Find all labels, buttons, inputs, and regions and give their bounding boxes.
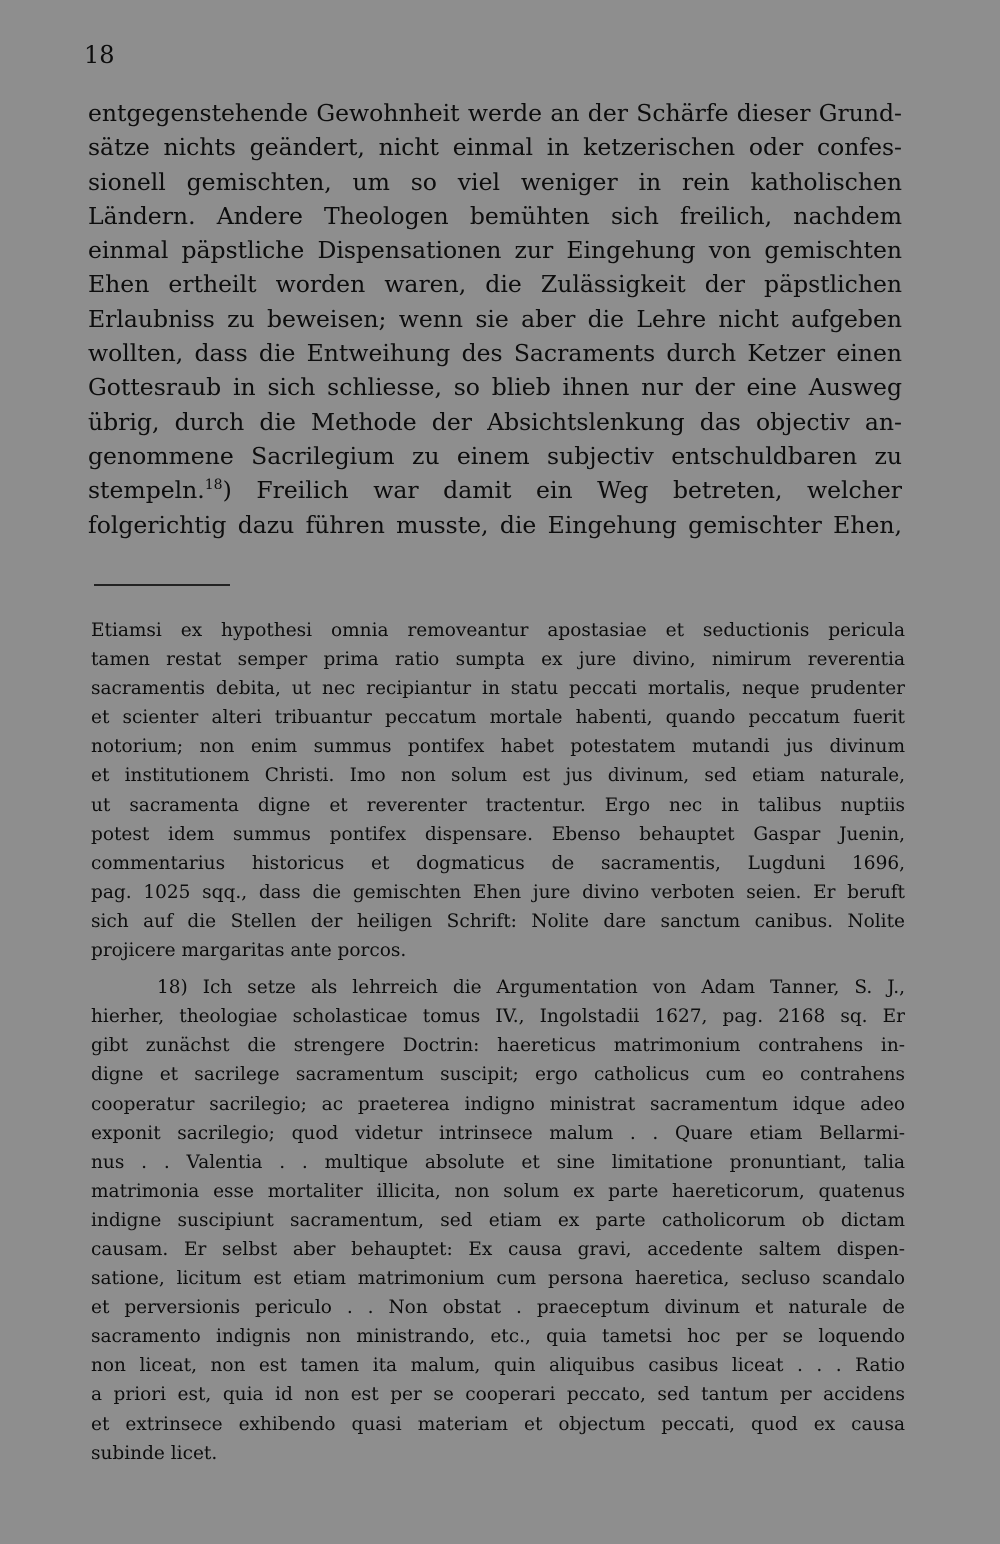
text-line: Gottesraub in sich schliesse, so blieb ihnen nur der eine Ausweg — [88, 373, 902, 402]
footnote-separator — [94, 584, 230, 586]
text-line: Ehen ertheilt worden waren, die Zulässigkeit der päpstlichen — [88, 270, 902, 299]
footnote-line: digne et sacrilege sacramentum suscipit; ergo catholicus cum eo contrahens — [91, 1064, 905, 1086]
footnote-line: notorium; non enim summus pontifex habet potestatem mutandi jus divinum — [91, 736, 905, 758]
text-fragment: ) Freilich war damit ein Weg betreten, welcher — [222, 476, 902, 505]
footnote-line: cooperatur sacrilegio; ac praeterea indigno ministrat sacramentum idque adeo — [91, 1093, 905, 1115]
text-line: genommene Sacrilegium zu einem subjectiv entschuldbaren zu — [88, 441, 902, 470]
footnote-line: non liceat, non est tamen ita malum, quin aliquibus casibus liceat . . . Ratio — [91, 1355, 905, 1377]
text-line: Ländern. Andere Theologen bemühten sich freilich, nachdem — [88, 201, 902, 230]
footnote-line: hierher, theologiae scholasticae tomus IV., Ingolstadii 1627, pag. 2168 sq. Er — [91, 1006, 905, 1028]
footnote-line: matrimonia esse mortaliter illicita, non solum ex parte haereticorum, quatenus — [91, 1180, 905, 1202]
text-line: wollten, dass die Entweihung des Sacraments durch Ketzer einen — [88, 339, 902, 368]
footnote-line: et extrinsece exhibendo quasi materiam et objectum peccati, quod ex causa — [91, 1413, 905, 1435]
footnote-line: et scienter alteri tribuantur peccatum mortale habenti, quando peccatum fuerit — [91, 707, 905, 729]
footnote-line: sich auf die Stellen der heiligen Schrift: Nolite dare sanctum canibus. Nolite — [91, 910, 905, 932]
text-line: einmal päpstliche Dispensationen zur Eingehung von gemischten — [88, 236, 902, 265]
text-line: entgegenstehende Gewohnheit werde an der Schärfe dieser Grund- — [88, 99, 902, 127]
footnote-line: causam. Er selbst aber behauptet: Ex causa gravi, accedente saltem dispen- — [91, 1238, 905, 1260]
footnote-line: subinde licet. — [91, 1442, 218, 1464]
footnote-continuation — [91, 616, 905, 965]
footnotes — [91, 616, 905, 1468]
footnote-line: satione, licitum est etiam matrimonium cum persona haeretica, secluso scandalo — [91, 1268, 905, 1290]
footnote-line: et perversionis periculo . . Non obstat . praeceptum divinum et naturale de — [91, 1297, 905, 1319]
text-line: sionell gemischten, um so viel weniger in rein katholischen — [88, 167, 902, 196]
footnote-line: 18) Ich setze als lehrreich die Argumentation von Adam Tanner, S. J., — [157, 977, 905, 999]
text-fragment: stempeln. — [88, 476, 205, 505]
text-line: Erlaubniss zu beweisen; wenn sie aber die Lehre nicht aufgeben — [88, 304, 902, 333]
footnote-line: sacramentis debita, ut nec recipiantur in statu peccati mortalis, neque prudenter — [91, 678, 905, 700]
footnote-line: exponit sacrilegio; quod videtur intrinsece malum . . Quare etiam Bellarmi- — [91, 1122, 905, 1144]
text-line: folgerichtig dazu führen musste, die Eingehung gemischter Ehen, — [88, 510, 902, 539]
main-text — [88, 96, 902, 542]
footnote-line: potest idem summus pontifex dispensare. Ebenso behauptet Gaspar Juenin, — [91, 823, 905, 845]
text-line: sätze nichts geändert, nicht einmal in ketzerischen oder confes- — [88, 133, 902, 162]
page-number: 18 — [84, 41, 115, 69]
footnote-line: pag. 1025 sqq., dass die gemischten Ehen jure divino verboten seien. Er beruft — [91, 881, 905, 903]
footnote-line: projicere margaritas ante porcos. — [91, 940, 407, 962]
text-line-with-note-ref — [88, 473, 902, 507]
footnote-line: tamen restat semper prima ratio sumpta ex jure divino, nimirum reverentia — [91, 649, 905, 671]
footnote-reference[interactable]: 18 — [204, 477, 223, 494]
footnote-18 — [91, 973, 905, 1468]
footnote-line: ut sacramenta digne et reverenter tractentur. Ergo nec in talibus nuptiis — [91, 794, 905, 816]
footnote-line: sacramento indignis non ministrando, etc., quia tametsi hoc per se loquendo — [91, 1326, 905, 1348]
footnote-line: gibt zunächst die strengere Doctrin: haereticus matrimonium contrahens in- — [91, 1035, 905, 1057]
footnote-line: nus . . Valentia . . multique absolute et sine limitatione pronuntiant, talia — [91, 1151, 905, 1173]
text-line: übrig, durch die Methode der Absichtslenkung das objectiv an- — [88, 407, 902, 436]
footnote-line: et institutionem Christi. Imo non solum est jus divinum, sed etiam naturale, — [91, 765, 905, 787]
footnote-line: commentarius historicus et dogmaticus de sacramentis, Lugduni 1696, — [91, 852, 905, 874]
footnote-line: indigne suscipiunt sacramentum, sed etiam ex parte catholicorum ob dictam — [91, 1209, 905, 1231]
footnote-line: Etiamsi ex hypothesi omnia removeantur apostasiae et seductionis pericula — [91, 620, 905, 641]
footnote-line: a priori est, quia id non est per se cooperari peccato, sed tantum per accidens — [91, 1384, 905, 1406]
